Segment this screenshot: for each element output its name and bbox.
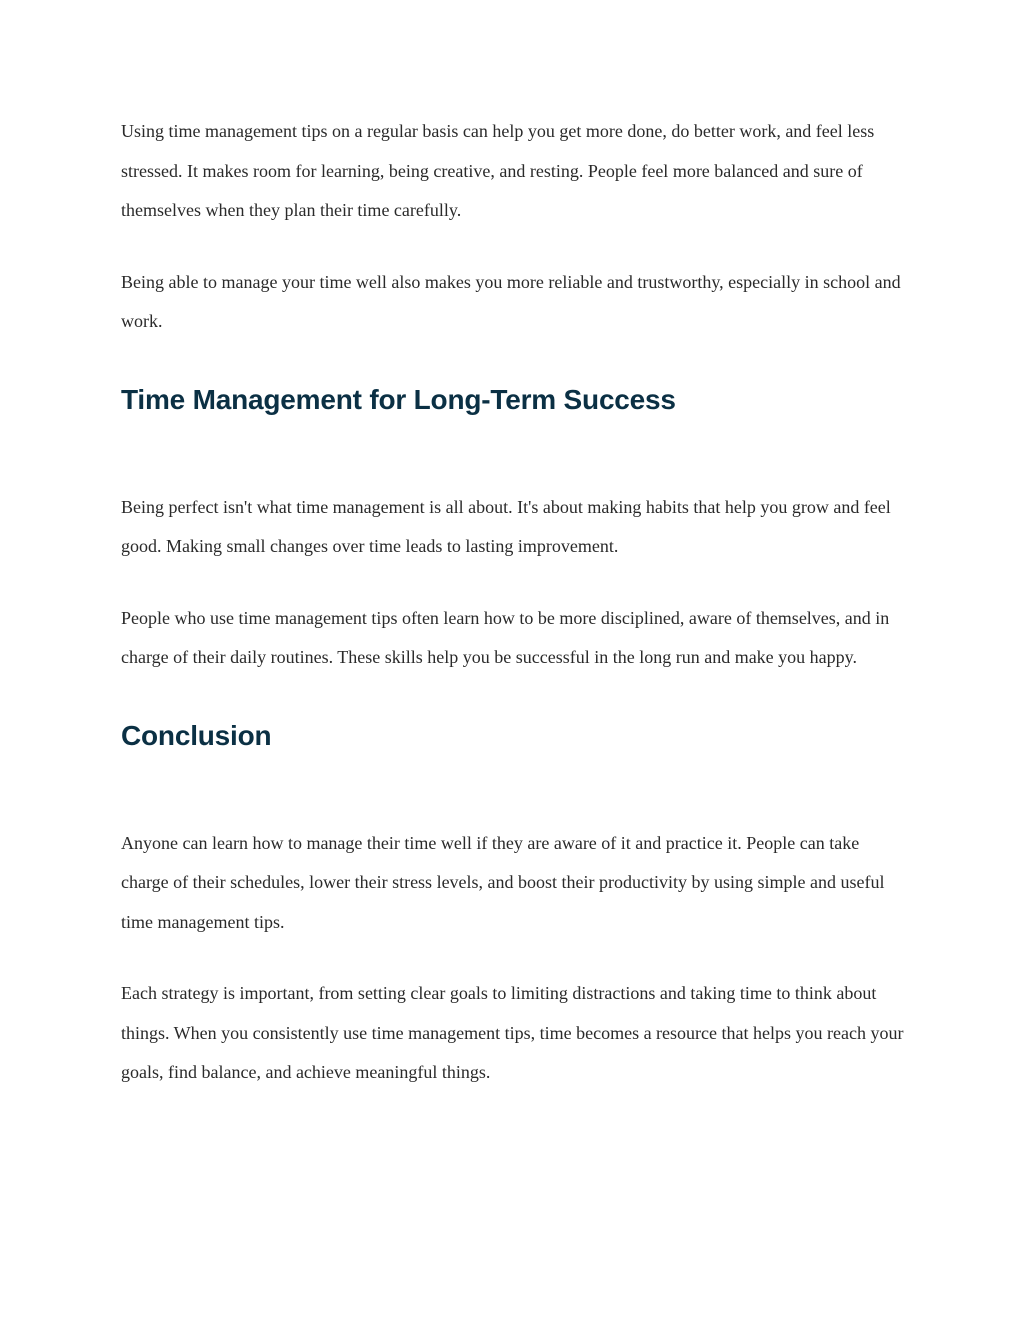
paragraph-conclusion-practice: Anyone can learn how to manage their time well if they are aware of it and practice it. People can take charge of their schedules, lower their stress levels, and boost their productivity by using simple and useful time management tips. <box>121 832 885 932</box>
section-heading-conclusion: Conclusion <box>121 719 272 751</box>
paragraph-habits: Being perfect isn't what time management is all about. It's about making habits that help you grow and feel good. Making small changes over time leads to lasting improvement. <box>121 496 891 556</box>
paragraph-reliability: Being able to manage your time well also makes you more reliable and trustworthy, especially in school and work. <box>121 271 901 331</box>
paragraph-benefits: Using time management tips on a regular basis can help you get more done, do better work, and feel less stressed. It makes room for learning, being creative, and resting. People feel more balanced and sure of themselves when they plan their time carefully. <box>121 121 875 220</box>
paragraph-conclusion-strategy: Each strategy is important, from setting clear goals to limiting distractions and taking time to think about things. When you consistently use time management tips, time becomes a resource that helps you reach your goals, find balance, and achieve meaningful things. <box>121 983 904 1082</box>
document-page <box>121 112 911 1093</box>
section-heading-long-term-success: Time Management for Long-Term Success <box>121 383 676 415</box>
paragraph-discipline: People who use time management tips often learn how to be more disciplined, aware of themselves, and in charge of their daily routines. These skills help you be successful in the long run and make you happy. <box>121 607 890 667</box>
